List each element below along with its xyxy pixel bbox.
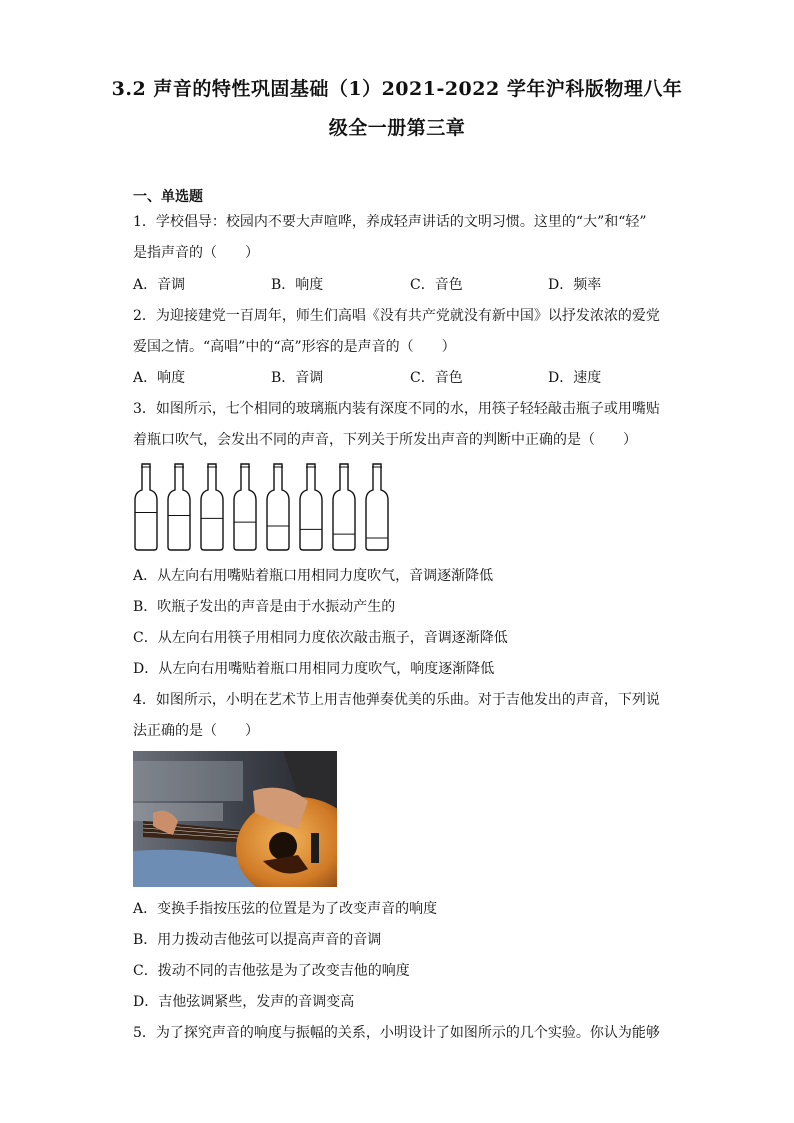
doc-title-line2: 级全一册第三章	[328, 117, 466, 139]
q3-option-a: A．从左向右用嘴贴着瓶口用相同力度吹气，音调逐渐降低	[133, 568, 494, 584]
bottle-4	[234, 464, 256, 550]
q1-option-b: B．响度	[271, 277, 324, 293]
q1-option-c: C．音色	[410, 277, 463, 293]
section-heading: 一、单选题	[133, 189, 203, 205]
bottle-7	[333, 464, 355, 550]
q2-option-a: A．响度	[133, 370, 186, 386]
q5-stem-line1: 5．为了探究声音的响度与振幅的关系，小明设计了如图所示的几个实验。你认为能够	[133, 1025, 660, 1041]
q2-option-d: D．速度	[548, 370, 602, 386]
q3-option-c: C．从左向右用筷子用相同力度依次敲击瓶子，音调逐渐降低	[133, 630, 508, 646]
q4-stem-line2: 法正确的是（ ）	[133, 723, 259, 739]
q2-option-b: B．音调	[271, 370, 324, 386]
q1-option-a: A．音调	[133, 277, 186, 293]
q4-option-d: D．吉他弦调紧些，发声的音调变高	[133, 994, 355, 1010]
q2-stem-line2: 爱国之情。“高唱”中的“高”形容的是声音的（ ）	[133, 339, 456, 355]
bottle-2	[168, 464, 190, 550]
q4-option-b: B．用力拨动吉他弦可以提高声音的音调	[133, 932, 382, 948]
bottle-1	[135, 464, 157, 550]
guitar-photo	[133, 751, 337, 887]
bottle-6	[300, 464, 322, 550]
q4-option-a: A．变换手指按压弦的位置是为了改变声音的响度	[133, 901, 438, 917]
q1-stem-line2: 是指声音的（ ）	[133, 245, 259, 261]
q3-stem-line1: 3．如图所示，七个相同的玻璃瓶内装有深度不同的水，用筷子轻轻敲击瓶子或用嘴贴	[133, 401, 660, 417]
q1-option-d: D．频率	[548, 277, 602, 293]
q3-option-d: D．从左向右用嘴贴着瓶口用相同力度吹气，响度逐渐降低	[133, 661, 495, 677]
doc-title-line1: 3.2 声音的特性巩固基础（1）2021-2022 学年沪科版物理八年	[111, 78, 683, 100]
q3-option-b: B．吹瓶子发出的声音是由于水振动产生的	[133, 599, 396, 615]
q4-option-c: C．拨动不同的吉他弦是为了改变吉他的响度	[133, 963, 410, 979]
q4-stem-line1: 4．如图所示，小明在艺术节上用吉他弹奏优美的乐曲。对于吉他发出的声音，下列说	[133, 692, 660, 708]
q2-option-c: C．音色	[410, 370, 463, 386]
bottles-figure	[131, 460, 391, 556]
q3-stem-line2: 着瓶口吹气，会发出不同的声音，下列关于所发出声音的判断中正确的是（ ）	[133, 432, 637, 448]
bottle-5	[267, 464, 289, 550]
q2-stem-line1: 2．为迎接建党一百周年，师生们高唱《没有共产党就没有新中国》以抒发浓浓的爱党	[133, 308, 660, 324]
bottle-3	[201, 464, 223, 550]
q1-stem-line1: 1．学校倡导：校园内不要大声喧哗，养成轻声讲话的文明习惯。这里的“大”和“轻”	[133, 214, 647, 230]
bottle-8	[366, 464, 388, 550]
